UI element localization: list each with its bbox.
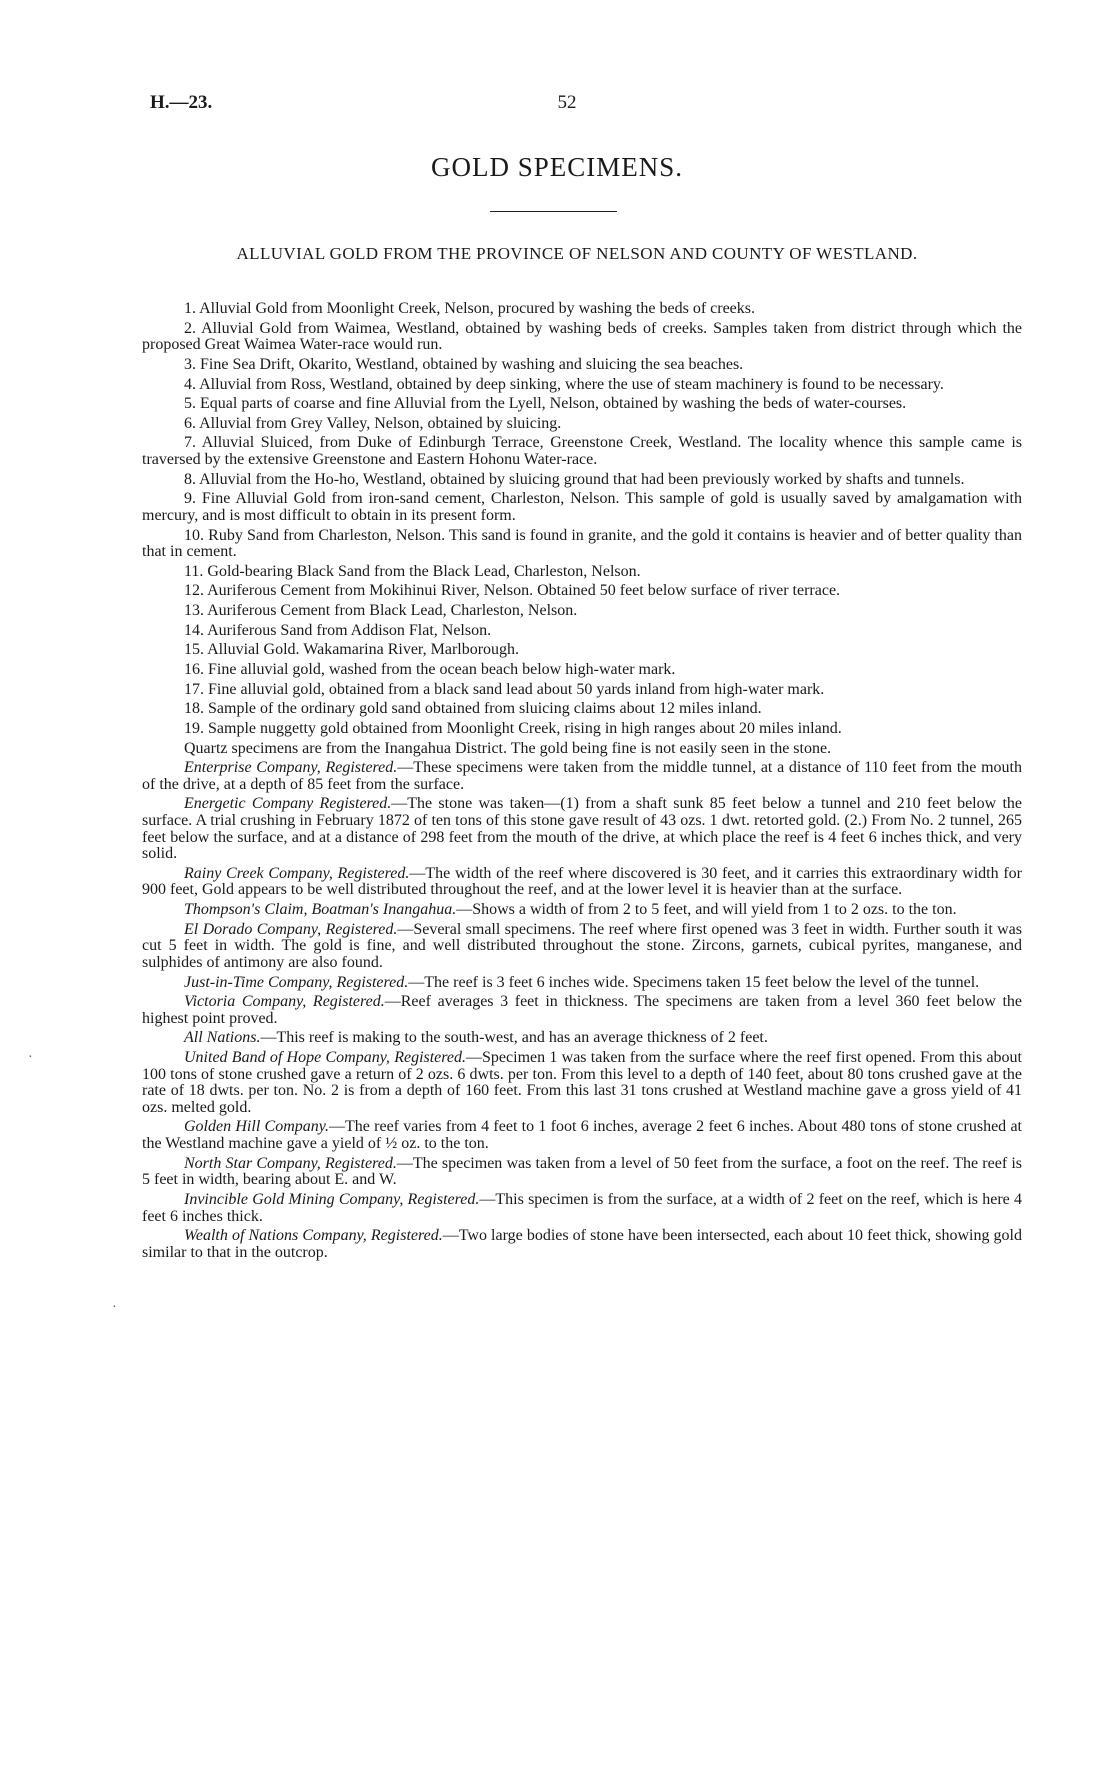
list-item: 2. Alluvial Gold from Waimea, Westland, obtained by washing beds of creeks. Samples taken from district through which the proposed Great Waimea Water-race would run. [142, 319, 1022, 354]
company-text: —Several small specimens. The reef where first opened was 3 feet in width. Further south it was cut 5 feet in width. The gold is fine, and well distributed throughout the stone. Zircons, garnets, cubical pyrites, manganese, and sulphides of antimony are also found. [142, 920, 1023, 971]
list-item: 19. Sample nuggetty gold obtained from Moonlight Creek, rising in high ranges about 20 miles inland. [184, 719, 842, 737]
company-text: —The specimen was taken from a level of 50 feet from the surface, a foot on the reef. The reef is 5 feet in width, bearing about E. and W. [142, 1154, 1022, 1189]
list-item: 10. Ruby Sand from Charleston, Nelson. This sand is found in granite, and the gold it contains is heavier and of better quality than that in cement. [142, 526, 1022, 561]
list-item: 8. Alluvial from the Ho-ho, Westland, obtained by sluicing ground that had been previously worked by shafts and tunnels. [184, 470, 965, 488]
page-header [150, 92, 984, 116]
company-name: Thompson's Claim, Boatman's Inangahua. [184, 901, 457, 919]
company-name: Victoria Company, Registered. [184, 993, 385, 1011]
company-text: —This reef is making to the south-west, and has an average thickness of 2 feet. [260, 1029, 768, 1047]
company-name: Invincible Gold Mining Company, Registered. [184, 1190, 480, 1208]
company-text: —The reef varies from 4 feet to 1 foot 6 inches, average 2 feet 6 inches. About 480 tons of stone crushed at the Westland machine gave a yield of ½ oz. to the ton. [142, 1118, 1023, 1153]
list-item: 18. Sample of the ordinary gold sand obtained from sluicing claims about 12 miles inland. [184, 700, 762, 718]
list-item: 14. Auriferous Sand from Addison Flat, Nelson. [184, 621, 492, 639]
company-text: —These specimens were taken from the middle tunnel, at a distance of 110 feet from the mouth of the drive, at a depth of 85 feet from the surface. [142, 759, 1023, 793]
company-name: North Star Company, Registered. [184, 1154, 397, 1172]
page-number: 52 [557, 92, 577, 113]
page-title: GOLD SPECIMENS. [430, 152, 684, 182]
company-text: —The width of the reef where discovered is 30 feet, and it carries this extraordinary width for 900 feet, Gold appears to be well distributed throughout the reef, and at the lower level it is heavier than at the surface. [142, 864, 1023, 899]
company-name: Golden Hill Company. [184, 1118, 329, 1136]
list-item: 4. Alluvial from Ross, Westland, obtained by deep sinking, where the use of steam machinery is found to be necessary. [184, 375, 944, 393]
company-name: Rainy Creek Company, Registered. [184, 864, 410, 882]
company-entry [142, 796, 1022, 862]
list-item: 11. Gold-bearing Black Sand from the Black Lead, Charleston, Nelson. [184, 562, 641, 580]
company-name: Energetic Company Registered. [184, 795, 392, 813]
company-entry [142, 975, 1022, 992]
company-text: —The reef is 3 feet 6 inches wide. Specimens taken 15 feet below the level of the tunnel. [408, 973, 980, 991]
document-body [142, 301, 1022, 1264]
company-name: Enterprise Company, Registered. [184, 759, 398, 777]
company-text: —Two large bodies of stone have been intersected, each about 10 feet thick, showing gold similar to that in the outcrop. [142, 1227, 1023, 1261]
company-entry [142, 1192, 1022, 1225]
list-item: 12. Auriferous Cement from Mokihinui River, Nelson. Obtained 50 feet below surface of river terrace. [184, 582, 841, 600]
company-name: Wealth of Nations Company, Registered. [184, 1227, 443, 1245]
company-entry [142, 902, 1022, 919]
company-entry [142, 1228, 1022, 1261]
list-item: 3. Fine Sea Drift, Okarito, Westland, obtained by washing and sluicing the sea beaches. [184, 355, 744, 373]
company-name: All Nations. [184, 1029, 261, 1047]
company-entry [142, 1156, 1022, 1189]
list-item: 9. Fine Alluvial Gold from iron-sand cement, Charleston, Nelson. This sample of gold is usually saved by amalgamation with mercury, and is most difficult to obtain in its present form. [142, 490, 1022, 524]
document-reference: H.—23. [150, 92, 213, 113]
company-entry [142, 866, 1022, 899]
company-name: Just-in-Time Company, Registered. [184, 973, 409, 991]
list-item: 1. Alluvial Gold from Moonlight Creek, Nelson, procured by washing the beds of creeks. [184, 300, 755, 317]
quartz-intro: Quartz specimens are from the Inangahua District. The gold being fine is not easily seen in the stone. [184, 739, 832, 757]
company-text: —The stone was taken—(1) from a shaft sunk 85 feet below a tunnel and 210 feet below the surface. A trial crushing in February 1872 of ten tons of this stone gave result of 43 ozs. 1 dwt. retorted gold. (2.) From No. 2 tunnel, 265 feet below the surface, and at a distance of 298 feet from the mouth of the drive, at which place the reef is 4 feet 6 inches thick, and very solid. [142, 795, 1022, 863]
section-subtitle: ALLUVIAL GOLD FROM THE PROVINCE OF NELSON AND COUNTY OF WESTLAND. [236, 244, 918, 263]
margin-mark: · [28, 1050, 33, 1065]
list-item: 13. Auriferous Cement from Black Lead, Charleston, Nelson. [184, 602, 578, 620]
company-text: —Shows a width of from 2 to 5 feet, and will yield from 1 to 2 ozs. to the ton. [456, 901, 957, 919]
company-entry [142, 922, 1022, 972]
company-entry [142, 994, 1022, 1027]
company-entry [142, 760, 1022, 793]
list-item: 17. Fine alluvial gold, obtained from a black sand lead about 50 yards inland from high-water mark. [184, 680, 825, 698]
company-name: United Band of Hope Company, Registered. [184, 1049, 467, 1067]
company-entry [142, 1030, 1022, 1047]
company-entry [142, 1119, 1022, 1152]
list-item: 15. Alluvial Gold. Wakamarina River, Marlborough. [184, 641, 520, 659]
list-item: 5. Equal parts of coarse and fine Alluvial from the Lyell, Nelson, obtained by washing the beds of water-courses. [184, 395, 907, 413]
margin-mark: · [112, 1300, 117, 1315]
company-name: El Dorado Company, Registered. [184, 920, 398, 938]
company-text: —This specimen is from the surface, at a width of 2 feet on the reef, which is here 4 feet 6 inches thick. [142, 1190, 1023, 1225]
list-item: 6. Alluvial from Grey Valley, Nelson, obtained by sluicing. [184, 414, 562, 432]
title-divider [490, 211, 617, 212]
company-text: —Specimen 1 was taken from the surface where the reef first opened. From this about 100 tons of stone crushed gave a return of 2 ozs. 6 dwts. per ton. From this level to a depth of 140 feet, about 80 tons crushed gave at the rate of 18 dwts. per ton. No. 2 is from a depth of 160 feet. From this last 31 tons crushed at Westland machine gave a gross yield of 41 ozs. melted gold. [142, 1049, 1023, 1116]
company-text: —Reef averages 3 feet in thickness. The specimens are taken from a level 360 feet below the highest point proved. [142, 993, 1022, 1027]
company-entry [142, 1050, 1022, 1116]
list-item: 7. Alluvial Sluiced, from Duke of Edinburgh Terrace, Greenstone Creek, Westland. The locality whence this sample came is traversed by the extensive Greenstone and Eastern Hohonu Water-race. [142, 434, 1022, 469]
list-item: 16. Fine alluvial gold, washed from the ocean beach below high-water mark. [184, 660, 676, 678]
